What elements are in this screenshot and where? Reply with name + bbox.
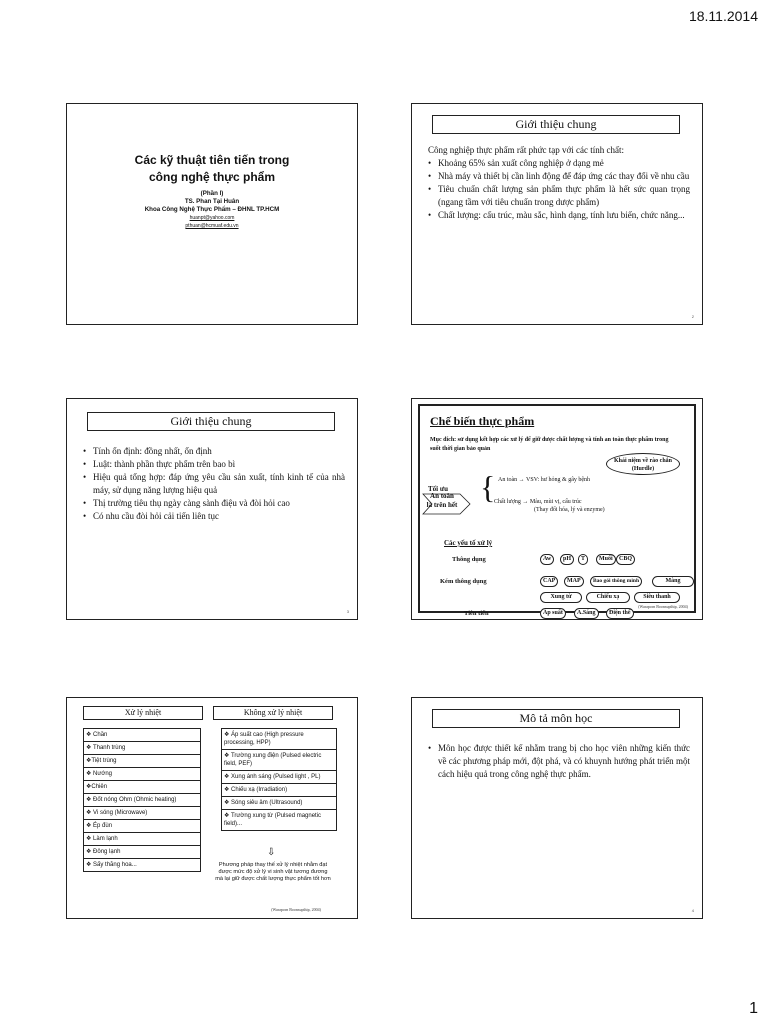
author: TS. Phan Tại Huân [184,198,240,205]
citation: (Waraporn Boonsupthip, 2004) [638,604,688,609]
slide-3 [66,398,358,620]
list-item: ❖ Ép đùn [84,820,200,833]
factors-heading: Các yếu tố xử lý [444,539,493,547]
title-line-2: công nghệ thực phẩm [148,170,276,184]
list-item: ❖ Thanh trùng [84,742,200,755]
bullet: • Tiêu chuẩn chất lượng sản phẩm thực phẩm là hết sức quan trọng (ngang tầm với tiêu chuẩn trong dược phẩm) [428,183,690,209]
bullet: • Khoảng 65% sản xuất công nghiệp ở dạng mẻ [428,157,690,170]
citation: (Waraporn Boonsupthip, 2004) [271,907,321,912]
list-item: ❖ Vi sóng (Microwave) [84,807,200,820]
slide-5 [66,697,358,919]
print-date: 18.11.2014 [688,8,758,24]
bullet: • Môn học được thiết kế nhằm trang bị cho học viên những kiến thức về các phương pháp mới, đột phá, và có khuynh hướng phát triển một cách hiệu quả trong công nghệ thực phẩm. [428,742,690,781]
pill-light: A.Sáng [574,608,599,619]
header-thermal: Xử lý nhiệt [83,706,203,720]
bullet: • Nhà máy và thiết bị cần linh động để đáp ứng các thay đổi về nhu cầu [428,170,690,183]
pill-map: MAP [564,576,584,587]
pill-cbq: CBQ [616,554,635,565]
slide-3-bullets [83,445,345,523]
row-less-common-label: Kém thông dụng [440,578,487,585]
slide-2-bullets [428,157,690,222]
safety-line: An toàn → VSV: hư hỏng & gây bệnh [498,477,591,483]
slide-2-title: Giới thiệu chung [432,115,680,134]
quality-line [494,498,605,514]
email-2: pthuan@hcmuaf.edu.vn [185,223,239,229]
pill-membrane: Màng [652,576,694,587]
slide-6-body [428,742,690,781]
list-item: ❖ Sóng siêu âm (Ultrasound) [222,797,336,810]
pill-magnetic-pulse: Xung từ [540,592,582,603]
safety-label [422,492,462,510]
list-item: ❖ Chần [84,729,200,742]
bullet: • Hiệu quả tổng hợp: đáp ứng yêu cầu sản xuất, tính kinh tế của nhà máy, sử dụng năng lượng hiệu quả [83,471,345,497]
list-item: ❖ Nướng [84,768,200,781]
slide-1-title [67,152,357,186]
list-item: ❖ Đốt nóng Ohm (Ohmic heating) [84,794,200,807]
bullet: • Có nhu cầu đòi hỏi cải tiến liên tục [83,510,345,523]
slide-4-frame [418,404,696,617]
purpose-text: Mục đích: sử dụng kết hợp các xử lý để giữ được chất lượng và tính an toàn thực phẩm trong suốt thời gian bảo quản [430,437,669,452]
bullet: • Thị trường tiêu thụ ngày càng sành điệu và đòi hỏi cao [83,497,345,510]
bullet: • Chất lượng: cấu trúc, màu sắc, hình dạng, tính lưu biến, chức năng... [428,209,690,222]
page-number: 1 [749,1000,758,1017]
pill-ph: pH [560,554,574,565]
pill-smart-packaging: Bao gói thông minh [590,576,642,587]
slide-4-title: Chế biến thực phẩm [430,414,535,428]
slide-3-body [83,445,345,523]
row-advanced-label: Tiên tiến [464,610,489,617]
pill-t: T [578,554,588,565]
part-label: (Phần I) [200,190,224,197]
list-item: ❖Chiên [84,781,200,794]
email-1: huanpt@yahoo.com [189,215,235,221]
title-line-1: Các kỹ thuật tiên tiến trong [134,153,290,167]
slide-2-body [428,144,690,222]
an-toan-text: An toàn [430,492,454,500]
slide-1 [66,103,358,325]
list-item: ❖ Áp suất cao (High pressure processing, HPP) [222,729,336,750]
toi-uu-label: Tối ưu [428,485,448,493]
slide-2 [411,103,703,325]
down-arrow-icon: ⇩ [267,847,276,858]
pill-pressure: Áp suất [540,608,566,619]
slide-2-intro: Công nghiệp thực phẩm rất phức tạp với các tính chất: [428,145,624,155]
slide-number: 4 [691,908,694,913]
list-item: ❖ Xung ánh sáng (Pulsed light , PL) [222,771,336,784]
brace-icon: { [480,469,496,505]
list-item: ❖Tiệt trùng [84,755,200,768]
list-item: ❖ Chiếu xạ (Irradiation) [222,784,336,797]
slide-1-subtitle [67,190,357,230]
slide-number: 3 [346,609,349,614]
quality-line-a: Chất lượng → Màu, mùi vị, cấu trúc [494,499,582,505]
slide-4 [411,398,703,620]
pill-irradiation: Chiếu xạ [586,592,630,603]
slide-3-title: Giới thiệu chung [87,412,335,431]
thermal-list [83,728,201,872]
pill-ultrasound: Siêu thanh [634,592,680,603]
quality-line-b: (Thay đổi hóa, lý và enzyme) [534,507,605,513]
slide-number: 2 [691,314,694,319]
list-item: ❖ Trường xung từ (Pulsed magnetic field)... [224,813,322,827]
list-item: ❖ Sấy thăng hoa... [86,862,137,868]
list-item: ❖ Trường xung điện (Pulsed electric field, PEF) [222,750,336,771]
pill-aw: Aw [540,554,554,565]
list-item: ❖ Đông lạnh [84,846,200,859]
slide-6-bullets [428,742,690,781]
list-item: ❖ Làm lạnh [84,833,200,846]
slide-6-title: Mô tả môn học [432,709,680,728]
pill-voltage: Điện thế [606,608,634,619]
pill-muoi: Muối [596,554,616,565]
bullet: • Tính ổn định: đồng nhất, ổn định [83,445,345,458]
non-thermal-list [221,728,337,831]
row-common-label: Thông dụng [452,556,486,563]
bullet: • Luật: thành phần thực phẩm trên bao bì [83,458,345,471]
header-non-thermal: Không xử lý nhiệt [213,706,333,720]
alternative-note: Phương pháp thay thế xử lý nhiệt nhằm đạt được mức độ xử lý vi sinh vật tương đương mà lại giữ được chất lượng thực phẩm tốt hơn [215,862,331,883]
affiliation: Khoa Công Nghệ Thực Phẩm – ĐHNL TP.HCM [144,206,280,213]
pill-cap: CAP [540,576,558,587]
la-tren-het-text: là trên hết [426,501,458,509]
hurdle-bubble: Khái niệm về rào chắn (Hurdle) [606,453,680,475]
slide-6 [411,697,703,919]
